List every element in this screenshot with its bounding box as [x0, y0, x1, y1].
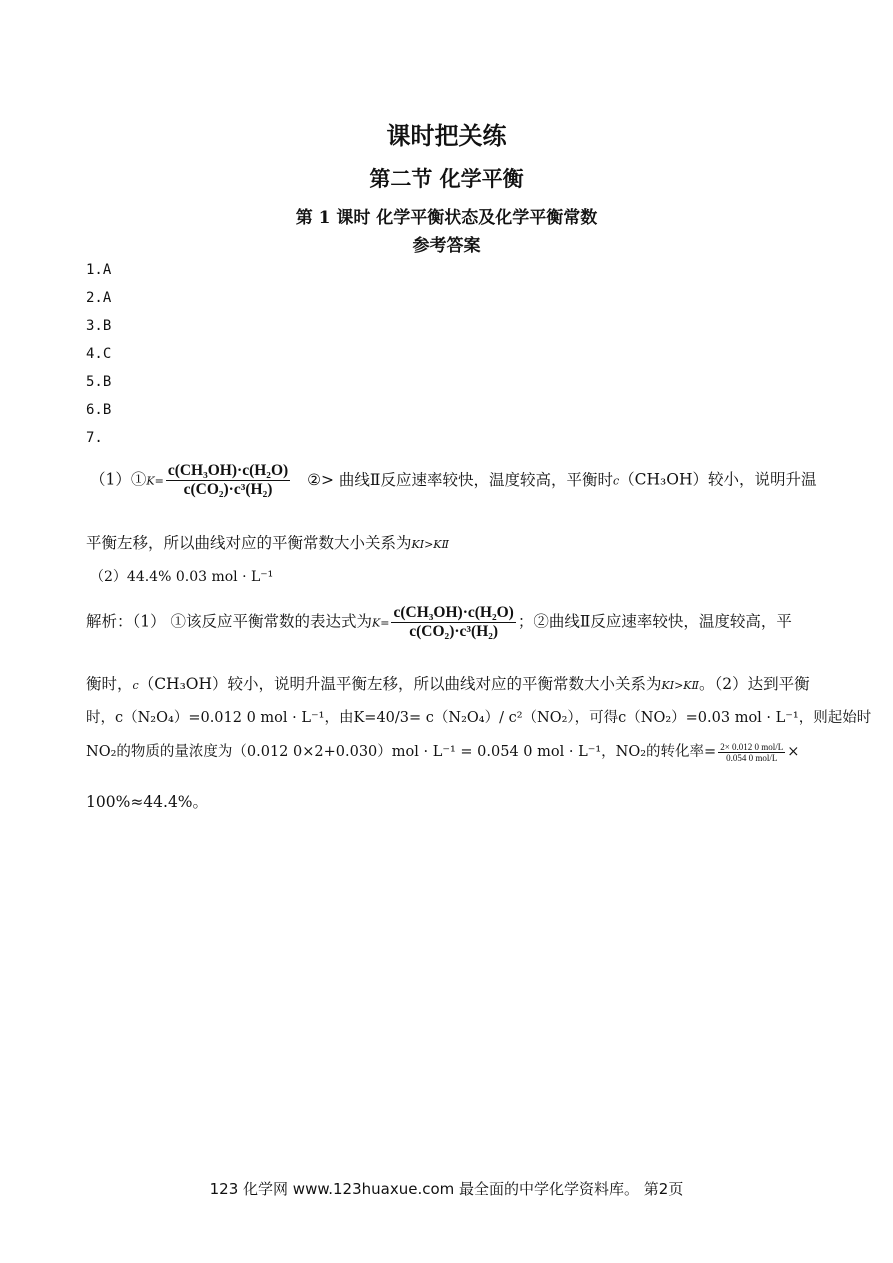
analysis-line2 [86, 672, 810, 694]
q7-part1-mid: ②> 曲线Ⅱ反应速率较快，温度较高，平衡时 [307, 470, 613, 489]
fraction-denominator: c(CO₂)·c³(H₂) [183, 481, 273, 498]
answer-item-5: 5.B [86, 374, 112, 390]
q7-part1-line1 [90, 462, 816, 499]
q7-part1-line2-text: 平衡左移，所以曲线对应的平衡常数大小关系为 [86, 534, 412, 552]
conversion-denominator: 0.054 0 mol/L [726, 752, 778, 763]
k-symbol: K= [146, 474, 164, 488]
answer-item-1: 1.A [86, 262, 112, 278]
lesson-title: 第 1 课时 化学平衡状态及化学平衡常数 [295, 208, 598, 228]
conversion-numerator: 2× 0.012 0 mol/L [720, 741, 784, 752]
analysis-line1-a: 解析：（1） ①该反应平衡常数的表达式为 [86, 612, 373, 631]
analysis-line1-b: ；②曲线Ⅱ反应速率较快，温度较高，平 [517, 612, 792, 631]
fraction-numerator: c(CH₃OH)·c(H₂O) [167, 462, 289, 479]
fraction-denominator: c(CO₂)·c³(H₂) [409, 623, 499, 640]
analysis-line2-b: （CH₃OH）较小，说明升温平衡左移，所以曲线对应的平衡常数大小关系为 [138, 675, 662, 693]
equilibrium-constant-fraction [166, 462, 290, 499]
page-footer: 123 化学网 www.123huaxue.com 最全面的中学化学资料库。 第2页 [209, 1180, 684, 1198]
analysis-line4-b: × [787, 744, 800, 760]
answer-key-heading: 参考答案 [412, 236, 481, 256]
analysis-line5: 100%≈44.4%。 [86, 793, 209, 811]
k-relation: KⅠ>KⅡ [661, 679, 699, 692]
q7-part1-line2 [86, 531, 449, 553]
analysis-line2-a: 衡时， [86, 675, 133, 693]
fraction-numerator: c(CH₃OH)·c(H₂O) [393, 604, 514, 621]
q7-part2: （2）44.4% 0.03 mol · L⁻¹ [90, 569, 274, 585]
analysis-line4-a: NO₂的物质的量浓度为（0.012 0×2+0.030）mol · L⁻¹ = 0.054 0 mol · L⁻¹，NO₂的转化率= [86, 744, 717, 760]
conversion-fraction [718, 742, 785, 763]
k-relation: KⅠ>KⅡ [411, 538, 449, 551]
answer-item-2: 2.A [86, 290, 112, 306]
c-symbol: c [132, 679, 139, 692]
page-title: 课时把关练 [386, 121, 507, 150]
analysis-line2-c: 。（2）达到平衡 [699, 675, 810, 693]
c-symbol: c [612, 474, 620, 488]
q7-part1-tail: （CH₃OH）较小，说明升温 [619, 470, 817, 489]
equilibrium-constant-fraction [391, 604, 515, 641]
answer-item-6: 6.B [86, 402, 112, 418]
q7-part1-prefix: （1）① [90, 470, 147, 489]
analysis-line1 [86, 604, 792, 641]
k-symbol: K= [372, 616, 390, 630]
analysis-line3: 时，c（N₂O₄）=0.012 0 mol · L⁻¹，由K=40/3= c（N₂O₄）/ c²（NO₂），可得c（NO₂）=0.03 mol · L⁻¹，则起始时 [86, 710, 872, 726]
analysis-line4 [86, 740, 799, 763]
answer-item-4: 4.C [86, 346, 112, 362]
section-title: 第二节 化学平衡 [369, 166, 524, 191]
answer-item-7: 7. [86, 430, 103, 446]
answer-item-3: 3.B [86, 318, 112, 334]
